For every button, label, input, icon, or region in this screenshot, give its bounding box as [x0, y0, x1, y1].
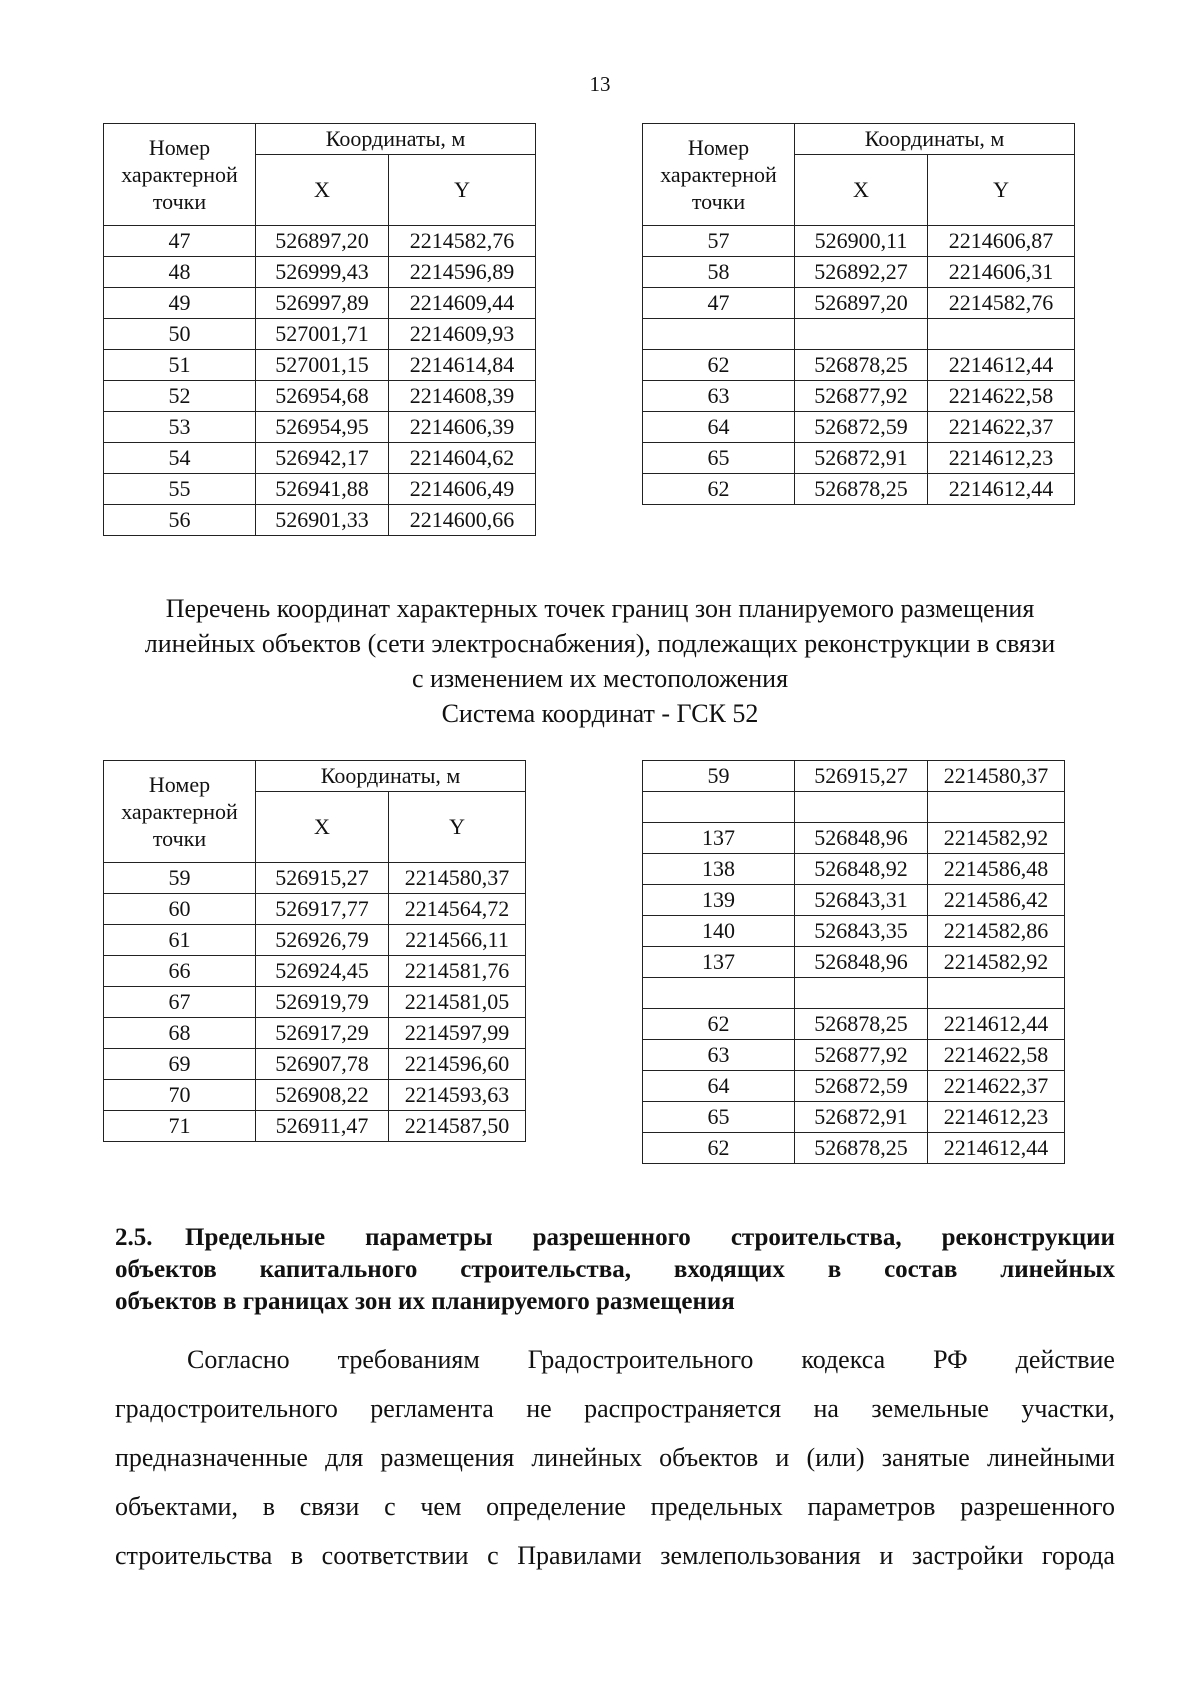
- paragraph-line: [115, 1438, 1115, 1487]
- x-coordinate-cell: 526907,78: [256, 1049, 389, 1080]
- y-coordinate-cell: 2214582,86: [928, 916, 1065, 947]
- x-coordinate-cell: 526843,31: [795, 885, 928, 916]
- y-coordinate-cell: 2214622,58: [928, 381, 1075, 412]
- table-row: [643, 823, 1065, 854]
- y-coordinate-cell: 2214622,37: [928, 412, 1075, 443]
- paragraph-line: [115, 1340, 1115, 1389]
- point-number-cell: 71: [104, 1111, 256, 1142]
- table-row: [104, 350, 536, 381]
- y-coordinate-cell: 2214622,37: [928, 1071, 1065, 1102]
- point-number-cell: 55: [104, 474, 256, 505]
- word: Согласно: [187, 1345, 290, 1374]
- point-number-cell: 48: [104, 257, 256, 288]
- x-coordinate-cell: 526872,59: [795, 1071, 928, 1102]
- table-row: [643, 1102, 1065, 1133]
- table-row: [104, 226, 536, 257]
- word: землепользования: [660, 1541, 861, 1570]
- y-coordinate-cell: 2214609,44: [389, 288, 536, 319]
- table-row: [643, 443, 1075, 474]
- y-coordinate-cell: 2214612,23: [928, 443, 1075, 474]
- point-number-cell: 137: [643, 947, 795, 978]
- page-number: 13: [589, 72, 611, 96]
- point-number-cell: 67: [104, 987, 256, 1018]
- table-row: [104, 1018, 526, 1049]
- point-number-cell: 63: [643, 1040, 795, 1071]
- word: строительства: [115, 1541, 273, 1570]
- point-number-cell: 63: [643, 381, 795, 412]
- table-row: [104, 257, 536, 288]
- x-coordinate-cell: 526843,35: [795, 916, 928, 947]
- word: РФ: [933, 1345, 968, 1374]
- word: Градостроительного: [527, 1345, 754, 1374]
- x-coordinate-cell: 526919,79: [256, 987, 389, 1018]
- y-coordinate-cell: 2214564,72: [389, 894, 526, 925]
- table-row: [643, 854, 1065, 885]
- x-coordinate-cell: 526872,91: [795, 1102, 928, 1133]
- word: состав: [884, 1256, 958, 1283]
- table-row: [104, 1080, 526, 1111]
- x-coordinate-cell: 526848,92: [795, 854, 928, 885]
- point-number-cell: 50: [104, 319, 256, 350]
- table-row: [104, 474, 536, 505]
- word: параметров: [807, 1492, 936, 1521]
- point-number-cell: 57: [643, 226, 795, 257]
- point-number-cell: 47: [104, 226, 256, 257]
- y-coordinate-cell: 2214587,50: [389, 1111, 526, 1142]
- word: занятые: [881, 1443, 970, 1472]
- section-title-line: [115, 1254, 1115, 1286]
- heading-line: Перечень координат характерных точек границ зон планируемого размещения: [165, 594, 1035, 623]
- word: параметры: [365, 1224, 493, 1251]
- table-row: [104, 319, 536, 350]
- word: объектов: [659, 1443, 759, 1472]
- y-coordinate-cell: 2214582,76: [928, 288, 1075, 319]
- x-coordinate-cell: 526924,45: [256, 956, 389, 987]
- y-coordinate-cell: 2214596,60: [389, 1049, 526, 1080]
- word: предназначенные: [115, 1443, 308, 1472]
- x-coordinate-cell: 526878,25: [795, 1133, 928, 1164]
- word: и: [775, 1443, 790, 1472]
- table-row: [643, 1133, 1065, 1164]
- x-coordinate-cell: 526878,25: [795, 350, 928, 381]
- header-point-number: Номер характерной точки: [104, 761, 256, 863]
- x-coordinate-cell: [795, 792, 928, 823]
- table-row: [643, 319, 1075, 350]
- body-paragraph: [115, 1340, 1115, 1585]
- point-number-cell: 56: [104, 505, 256, 536]
- y-coordinate-cell: 2214597,99: [389, 1018, 526, 1049]
- word: и: [879, 1541, 894, 1570]
- word: градостроительного: [115, 1394, 338, 1423]
- table-row: [104, 505, 536, 536]
- word: строительства,: [460, 1256, 631, 1283]
- x-coordinate-cell: 526911,47: [256, 1111, 389, 1142]
- table-row: [643, 474, 1075, 505]
- word: реконструкции: [941, 1224, 1115, 1251]
- y-coordinate-cell: 2214608,39: [389, 381, 536, 412]
- paragraph-line: [115, 1487, 1115, 1536]
- x-coordinate-cell: 526915,27: [795, 761, 928, 792]
- y-coordinate-cell: 2214581,05: [389, 987, 526, 1018]
- word: участки,: [1021, 1394, 1115, 1423]
- y-coordinate-cell: 2214580,37: [389, 863, 526, 894]
- x-coordinate-cell: 526917,77: [256, 894, 389, 925]
- x-coordinate-cell: 526877,92: [795, 381, 928, 412]
- point-number-cell: 66: [104, 956, 256, 987]
- word: капитального: [259, 1256, 418, 1283]
- point-number-cell: 64: [643, 412, 795, 443]
- x-coordinate-cell: 526877,92: [795, 1040, 928, 1071]
- x-coordinate-cell: 526897,20: [795, 288, 928, 319]
- section-title: [115, 1222, 1115, 1318]
- word: не: [526, 1394, 552, 1423]
- word: Предельные: [185, 1224, 326, 1251]
- table-row: [643, 792, 1065, 823]
- point-number-cell: 140: [643, 916, 795, 947]
- paragraph-line: [115, 1389, 1115, 1438]
- word: связи: [299, 1492, 360, 1521]
- word: чем: [420, 1492, 462, 1521]
- point-number-cell: 60: [104, 894, 256, 925]
- point-number-cell: 52: [104, 381, 256, 412]
- word: линейных: [1000, 1256, 1115, 1283]
- x-coordinate-cell: 527001,71: [256, 319, 389, 350]
- word: земельные: [871, 1394, 989, 1423]
- x-coordinate-cell: [795, 978, 928, 1009]
- table-row: [643, 412, 1075, 443]
- table-row: [643, 1009, 1065, 1040]
- table-row: [643, 257, 1075, 288]
- y-coordinate-cell: 2214612,44: [928, 474, 1075, 505]
- y-coordinate-cell: [928, 792, 1065, 823]
- header-coordinates: Координаты, м: [256, 761, 526, 792]
- point-number-cell: 62: [643, 474, 795, 505]
- y-coordinate-cell: 2214600,66: [389, 505, 536, 536]
- point-number-cell: 70: [104, 1080, 256, 1111]
- word: распространяется: [584, 1394, 782, 1423]
- section-title-line: [185, 1222, 1115, 1254]
- point-number-cell: 53: [104, 412, 256, 443]
- paragraph-line: [115, 1536, 1115, 1585]
- point-number-cell: 65: [643, 1102, 795, 1133]
- header-y: Y: [389, 792, 526, 863]
- y-coordinate-cell: 2214614,84: [389, 350, 536, 381]
- x-coordinate-cell: 526941,88: [256, 474, 389, 505]
- x-coordinate-cell: 526926,79: [256, 925, 389, 956]
- table-row: [643, 947, 1065, 978]
- header-x: X: [256, 155, 389, 226]
- y-coordinate-cell: 2214582,92: [928, 823, 1065, 854]
- table-row: [104, 1111, 526, 1142]
- header-coordinates: Координаты, м: [795, 124, 1075, 155]
- table-row: [643, 761, 1065, 792]
- word: на: [813, 1394, 839, 1423]
- point-number-cell: 47: [643, 288, 795, 319]
- y-coordinate-cell: 2214606,49: [389, 474, 536, 505]
- x-coordinate-cell: 526848,96: [795, 823, 928, 854]
- y-coordinate-cell: 2214612,23: [928, 1102, 1065, 1133]
- table-row: [643, 226, 1075, 257]
- point-number-cell: 58: [643, 257, 795, 288]
- table-row: [643, 885, 1065, 916]
- coordinates-table-1: [103, 123, 536, 536]
- word: действие: [1015, 1345, 1115, 1374]
- table-row: [104, 1049, 526, 1080]
- table-row: [104, 925, 526, 956]
- word: (или): [806, 1443, 865, 1472]
- y-coordinate-cell: 2214582,92: [928, 947, 1065, 978]
- word: определение: [486, 1492, 626, 1521]
- word: в: [262, 1492, 275, 1521]
- header-x: X: [795, 155, 928, 226]
- word: регламента: [370, 1394, 494, 1423]
- x-coordinate-cell: 526942,17: [256, 443, 389, 474]
- point-number-cell: 49: [104, 288, 256, 319]
- point-number-cell: 62: [643, 1133, 795, 1164]
- x-coordinate-cell: 526997,89: [256, 288, 389, 319]
- y-coordinate-cell: 2214622,58: [928, 1040, 1065, 1071]
- coordinates-table-3: [103, 760, 526, 1142]
- table-row: [104, 894, 526, 925]
- point-number-cell: 51: [104, 350, 256, 381]
- header-y: Y: [389, 155, 536, 226]
- x-coordinate-cell: 526954,95: [256, 412, 389, 443]
- heading-line: линейных объектов (сети электроснабжения), подлежащих реконструкции в связи: [144, 629, 1056, 658]
- point-number-cell: 59: [104, 863, 256, 894]
- point-number-cell: 64: [643, 1071, 795, 1102]
- point-number-cell: 62: [643, 1009, 795, 1040]
- word: строительства,: [730, 1224, 902, 1251]
- header-point-number: Номер характерной точки: [104, 124, 256, 226]
- x-coordinate-cell: 526878,25: [795, 1009, 928, 1040]
- table-row: [643, 1071, 1065, 1102]
- table-row: [104, 288, 536, 319]
- y-coordinate-cell: 2214604,62: [389, 443, 536, 474]
- point-number-cell: 62: [643, 350, 795, 381]
- header-point-number: Номер характерной точки: [643, 124, 795, 226]
- word: кодекса: [801, 1345, 886, 1374]
- table-row: [104, 381, 536, 412]
- point-number-cell: 68: [104, 1018, 256, 1049]
- table-row: [643, 1040, 1065, 1071]
- point-number-cell: 54: [104, 443, 256, 474]
- point-number-cell: 59: [643, 761, 795, 792]
- table-row: [104, 412, 536, 443]
- word: с: [487, 1541, 499, 1570]
- table-row: [104, 863, 526, 894]
- point-number-cell: 138: [643, 854, 795, 885]
- y-coordinate-cell: 2214606,87: [928, 226, 1075, 257]
- word: Правилами: [517, 1541, 642, 1570]
- word: предельных: [650, 1492, 783, 1521]
- x-coordinate-cell: 526908,22: [256, 1080, 389, 1111]
- table-row: [643, 916, 1065, 947]
- point-number-cell: 65: [643, 443, 795, 474]
- x-coordinate-cell: 526901,33: [256, 505, 389, 536]
- y-coordinate-cell: 2214612,44: [928, 1133, 1065, 1164]
- word: разрешенного: [960, 1492, 1115, 1521]
- y-coordinate-cell: 2214612,44: [928, 350, 1075, 381]
- word: объектов: [115, 1256, 217, 1283]
- y-coordinate-cell: [928, 978, 1065, 1009]
- y-coordinate-cell: 2214586,48: [928, 854, 1065, 885]
- table-row: [104, 956, 526, 987]
- y-coordinate-cell: 2214593,63: [389, 1080, 526, 1111]
- point-number-cell: [643, 792, 795, 823]
- y-coordinate-cell: 2214606,39: [389, 412, 536, 443]
- x-coordinate-cell: 526892,27: [795, 257, 928, 288]
- section-number: 2.5.: [115, 1224, 153, 1251]
- x-coordinate-cell: 526872,91: [795, 443, 928, 474]
- word: в: [827, 1256, 842, 1283]
- x-coordinate-cell: 527001,15: [256, 350, 389, 381]
- word: соответствии: [321, 1541, 469, 1570]
- table-row: [643, 350, 1075, 381]
- y-coordinate-cell: 2214596,89: [389, 257, 536, 288]
- x-coordinate-cell: 526848,96: [795, 947, 928, 978]
- word: входящих: [673, 1256, 785, 1283]
- coordinates-list-heading: [0, 591, 1200, 731]
- table-row: [104, 987, 526, 1018]
- x-coordinate-cell: 526900,11: [795, 226, 928, 257]
- point-number-cell: 61: [104, 925, 256, 956]
- point-number-cell: [643, 319, 795, 350]
- x-coordinate-cell: 526897,20: [256, 226, 389, 257]
- header-y: Y: [928, 155, 1075, 226]
- y-coordinate-cell: 2214609,93: [389, 319, 536, 350]
- coordinate-system-line: Система координат - ГСК 52: [441, 699, 759, 728]
- coordinates-table-2: [642, 123, 1075, 505]
- x-coordinate-cell: 526999,43: [256, 257, 389, 288]
- y-coordinate-cell: 2214581,76: [389, 956, 526, 987]
- word: объектами,: [115, 1492, 238, 1521]
- x-coordinate-cell: 526878,25: [795, 474, 928, 505]
- word: с: [384, 1492, 396, 1521]
- y-coordinate-cell: 2214586,42: [928, 885, 1065, 916]
- word: размещения: [380, 1443, 515, 1472]
- table-row: [643, 381, 1075, 412]
- word: застройки: [911, 1541, 1024, 1570]
- word: в: [290, 1541, 304, 1570]
- header-x: X: [256, 792, 389, 863]
- point-number-cell: 137: [643, 823, 795, 854]
- y-coordinate-cell: 2214582,76: [389, 226, 536, 257]
- x-coordinate-cell: [795, 319, 928, 350]
- word: требованиям: [337, 1345, 480, 1374]
- word: для: [325, 1443, 364, 1472]
- y-coordinate-cell: 2214606,31: [928, 257, 1075, 288]
- y-coordinate-cell: 2214580,37: [928, 761, 1065, 792]
- y-coordinate-cell: [928, 319, 1075, 350]
- word: города: [1041, 1541, 1115, 1570]
- point-number-cell: [643, 978, 795, 1009]
- x-coordinate-cell: 526954,68: [256, 381, 389, 412]
- coordinates-table-4: [642, 760, 1065, 1164]
- point-number-cell: 139: [643, 885, 795, 916]
- section-title-line: объектов в границах зон их планируемого размещения: [115, 1288, 735, 1315]
- x-coordinate-cell: 526915,27: [256, 863, 389, 894]
- point-number-cell: 69: [104, 1049, 256, 1080]
- word: линейных: [531, 1443, 642, 1472]
- x-coordinate-cell: 526917,29: [256, 1018, 389, 1049]
- header-coordinates: Координаты, м: [256, 124, 536, 155]
- x-coordinate-cell: 526872,59: [795, 412, 928, 443]
- heading-line: с изменением их местоположения: [411, 664, 789, 693]
- table-row: [643, 288, 1075, 319]
- word: разрешенного: [532, 1224, 691, 1251]
- y-coordinate-cell: 2214612,44: [928, 1009, 1065, 1040]
- table-row: [643, 978, 1065, 1009]
- y-coordinate-cell: 2214566,11: [389, 925, 526, 956]
- word: линейными: [986, 1443, 1115, 1472]
- table-row: [104, 443, 536, 474]
